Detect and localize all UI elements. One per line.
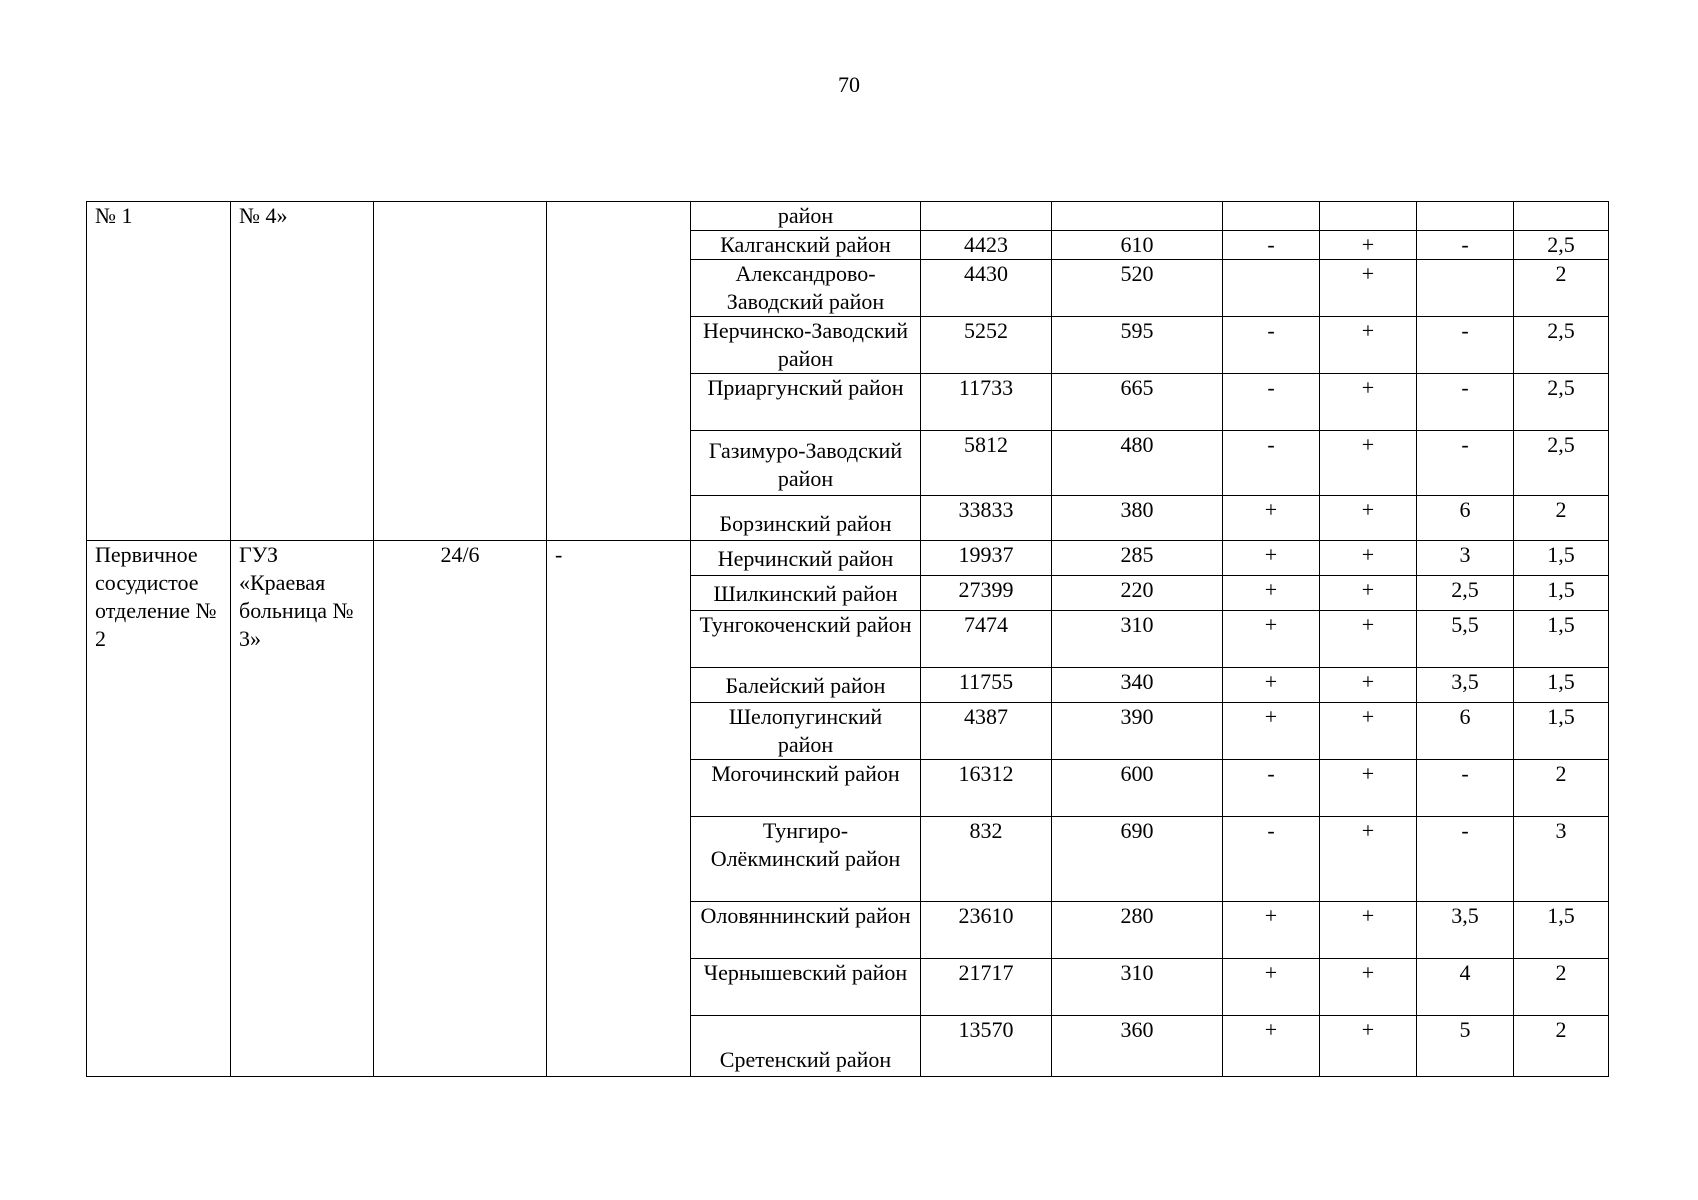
indicator-cell-3: -	[1417, 431, 1514, 496]
district-cell: Борзинский район	[691, 496, 921, 541]
indicator-cell-1	[1223, 202, 1320, 231]
distance-cell: 360	[1052, 1016, 1223, 1077]
mode-cell	[374, 202, 547, 541]
indicator-cell-4: 2	[1514, 1016, 1609, 1077]
page-number: 70	[838, 72, 860, 97]
population-cell	[921, 202, 1052, 231]
distance-cell: 390	[1052, 703, 1223, 760]
indicator-cell-2: +	[1320, 576, 1417, 611]
population-cell: 5812	[921, 431, 1052, 496]
district-cell: Балейский район	[691, 668, 921, 703]
population-cell: 4387	[921, 703, 1052, 760]
indicator-cell-1: -	[1223, 231, 1320, 260]
indicator-cell-2: +	[1320, 374, 1417, 431]
indicator-cell-2: +	[1320, 817, 1417, 902]
population-cell: 13570	[921, 1016, 1052, 1077]
indicator-cell-2: +	[1320, 260, 1417, 317]
indicator-cell-2: +	[1320, 703, 1417, 760]
indicator-cell-1: -	[1223, 317, 1320, 374]
population-cell: 19937	[921, 541, 1052, 576]
distance-cell: 665	[1052, 374, 1223, 431]
population-cell: 11733	[921, 374, 1052, 431]
indicator-cell-2: +	[1320, 668, 1417, 703]
indicator-cell-4: 1,5	[1514, 576, 1609, 611]
indicator-cell-3: 4	[1417, 959, 1514, 1016]
distance-cell: 595	[1052, 317, 1223, 374]
indicator-cell-2: +	[1320, 431, 1417, 496]
population-cell: 11755	[921, 668, 1052, 703]
indicator-cell-1: +	[1223, 668, 1320, 703]
indicator-cell-4: 2,5	[1514, 374, 1609, 431]
table-row	[87, 202, 1609, 231]
indicator-cell-4: 2,5	[1514, 431, 1609, 496]
distance-cell: 380	[1052, 496, 1223, 541]
indicator-cell-1: +	[1223, 1016, 1320, 1077]
indicator-cell-4: 2,5	[1514, 317, 1609, 374]
indicator-cell-1: +	[1223, 576, 1320, 611]
indicator-cell-1: +	[1223, 541, 1320, 576]
distance-cell: 610	[1052, 231, 1223, 260]
population-cell: 33833	[921, 496, 1052, 541]
indicator-cell-4: 1,5	[1514, 541, 1609, 576]
indicator-cell-2: +	[1320, 541, 1417, 576]
population-cell: 832	[921, 817, 1052, 902]
indicator-cell-4: 2	[1514, 496, 1609, 541]
indicator-cell-4: 1,5	[1514, 668, 1609, 703]
extra-cell	[547, 202, 691, 541]
indicator-cell-2: +	[1320, 959, 1417, 1016]
indicator-cell-3: 6	[1417, 703, 1514, 760]
indicator-cell-1: -	[1223, 374, 1320, 431]
population-cell: 7474	[921, 611, 1052, 668]
indicator-cell-3: -	[1417, 760, 1514, 817]
indicator-cell-1: +	[1223, 902, 1320, 959]
distance-cell: 280	[1052, 902, 1223, 959]
indicator-cell-1	[1223, 260, 1320, 317]
indicator-cell-2	[1320, 202, 1417, 231]
district-cell: Чернышевский район	[691, 959, 921, 1016]
district-cell: Тунгокоченский район	[691, 611, 921, 668]
district-cell: Тунгиро-Олёкминский район	[691, 817, 921, 902]
distance-cell: 600	[1052, 760, 1223, 817]
distance-cell	[1052, 202, 1223, 231]
indicator-cell-3: 2,5	[1417, 576, 1514, 611]
hospital-routing-table	[86, 201, 1609, 1077]
population-cell: 5252	[921, 317, 1052, 374]
indicator-cell-4: 3	[1514, 817, 1609, 902]
population-cell: 16312	[921, 760, 1052, 817]
district-cell: Газимуро-Заводский район	[691, 431, 921, 496]
indicator-cell-3: 3,5	[1417, 668, 1514, 703]
department-cell: № 1	[87, 202, 231, 541]
indicator-cell-3: -	[1417, 231, 1514, 260]
population-cell: 27399	[921, 576, 1052, 611]
distance-cell: 690	[1052, 817, 1223, 902]
distance-cell: 310	[1052, 611, 1223, 668]
indicator-cell-3: 3,5	[1417, 902, 1514, 959]
distance-cell: 480	[1052, 431, 1223, 496]
extra-cell: -	[547, 541, 691, 1077]
department-cell: Первичное сосудистое отделение № 2	[87, 541, 231, 1077]
population-cell: 21717	[921, 959, 1052, 1016]
district-cell: Александрово-Заводский район	[691, 260, 921, 317]
indicator-cell-4: 2,5	[1514, 231, 1609, 260]
hospital-cell: № 4»	[231, 202, 374, 541]
population-cell: 23610	[921, 902, 1052, 959]
indicator-cell-4	[1514, 202, 1609, 231]
distance-cell: 220	[1052, 576, 1223, 611]
indicator-cell-2: +	[1320, 902, 1417, 959]
indicator-cell-4: 2	[1514, 760, 1609, 817]
indicator-cell-3: 5,5	[1417, 611, 1514, 668]
indicator-cell-4: 2	[1514, 959, 1609, 1016]
indicator-cell-1: -	[1223, 431, 1320, 496]
indicator-cell-3: 5	[1417, 1016, 1514, 1077]
hospital-cell: ГУЗ «Краевая больница № 3»	[231, 541, 374, 1077]
district-cell: Шелопугинский район	[691, 703, 921, 760]
indicator-cell-4: 1,5	[1514, 703, 1609, 760]
district-cell: район	[691, 202, 921, 231]
indicator-cell-1: +	[1223, 703, 1320, 760]
district-cell: Калганский район	[691, 231, 921, 260]
indicator-cell-3: -	[1417, 817, 1514, 902]
indicator-cell-2: +	[1320, 317, 1417, 374]
distance-cell: 340	[1052, 668, 1223, 703]
district-cell: Приаргунский район	[691, 374, 921, 431]
indicator-cell-1: -	[1223, 760, 1320, 817]
population-cell: 4423	[921, 231, 1052, 260]
indicator-cell-4: 1,5	[1514, 902, 1609, 959]
district-cell: Могочинский район	[691, 760, 921, 817]
distance-cell: 310	[1052, 959, 1223, 1016]
district-cell: Шилкинский район	[691, 576, 921, 611]
indicator-cell-2: +	[1320, 760, 1417, 817]
indicator-cell-3: -	[1417, 317, 1514, 374]
indicator-cell-1: +	[1223, 496, 1320, 541]
indicator-cell-3	[1417, 202, 1514, 231]
indicator-cell-1: +	[1223, 959, 1320, 1016]
district-cell: Оловяннинский район	[691, 902, 921, 959]
table-row	[87, 541, 1609, 576]
table-body	[87, 202, 1609, 1077]
indicator-cell-3: 3	[1417, 541, 1514, 576]
indicator-cell-2: +	[1320, 231, 1417, 260]
indicator-cell-3: 6	[1417, 496, 1514, 541]
distance-cell: 520	[1052, 260, 1223, 317]
indicator-cell-4: 1,5	[1514, 611, 1609, 668]
indicator-cell-3	[1417, 260, 1514, 317]
population-cell: 4430	[921, 260, 1052, 317]
indicator-cell-1: +	[1223, 611, 1320, 668]
mode-cell: 24/6	[374, 541, 547, 1077]
indicator-cell-2: +	[1320, 496, 1417, 541]
indicator-cell-4: 2	[1514, 260, 1609, 317]
indicator-cell-1: -	[1223, 817, 1320, 902]
district-cell: Нерчинско-Заводский район	[691, 317, 921, 374]
indicator-cell-2: +	[1320, 611, 1417, 668]
indicator-cell-2: +	[1320, 1016, 1417, 1077]
indicator-cell-3: -	[1417, 374, 1514, 431]
distance-cell: 285	[1052, 541, 1223, 576]
district-cell: Сретенский район	[691, 1016, 921, 1077]
district-cell: Нерчинский район	[691, 541, 921, 576]
